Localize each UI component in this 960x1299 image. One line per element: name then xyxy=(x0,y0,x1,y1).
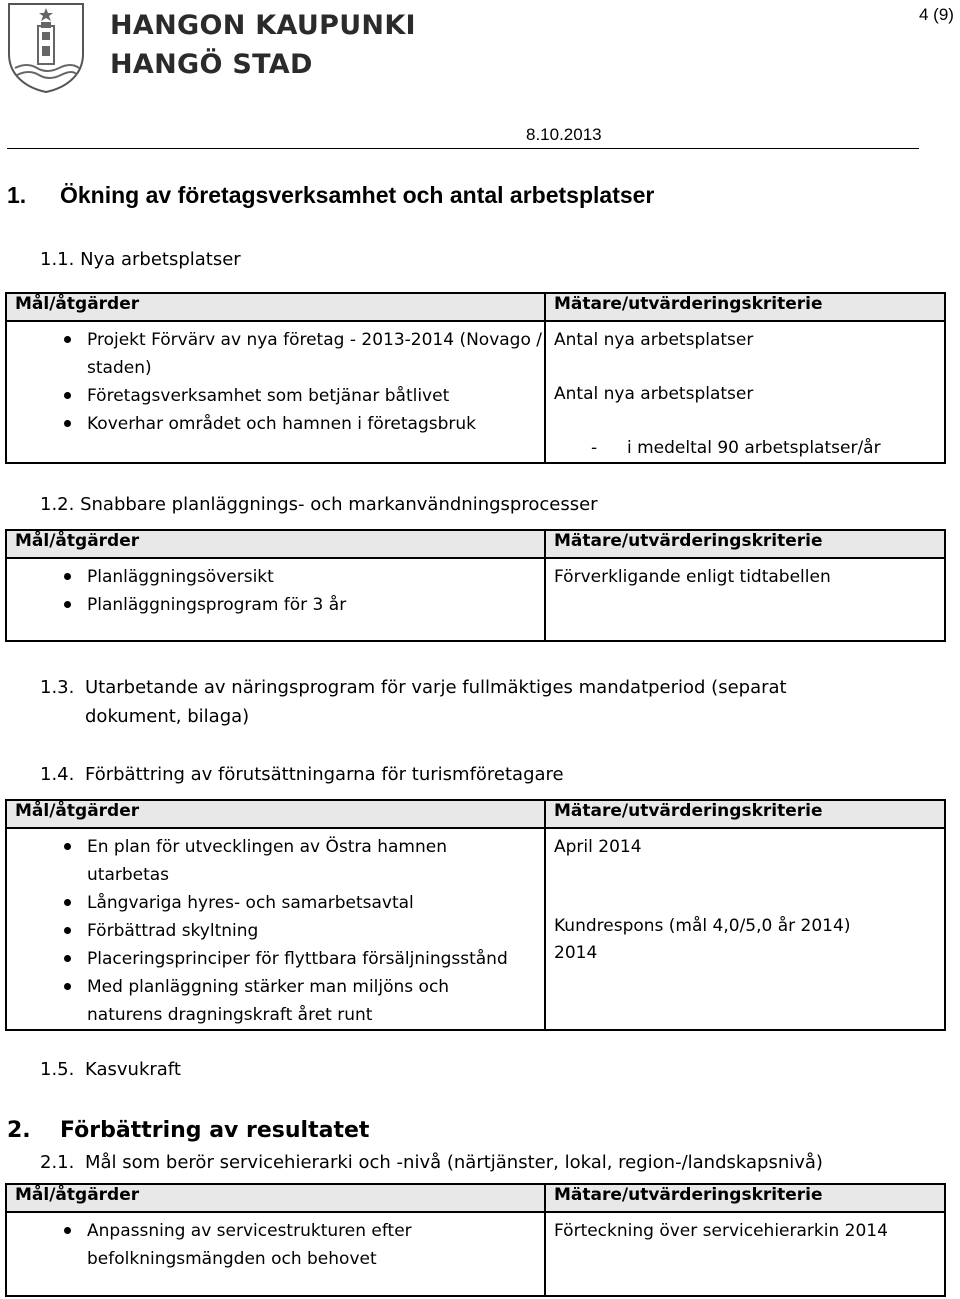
section-heading-1-4 xyxy=(40,764,564,785)
criterion-text: Antal nya arbetsplatser xyxy=(554,330,754,350)
section-heading-1-3 xyxy=(40,673,910,731)
section-number: 1. xyxy=(7,182,27,208)
criterion-text: Förteckning över servicehierarkin 2014 xyxy=(554,1221,888,1241)
criterion-text: Antal nya arbetsplatser xyxy=(554,384,754,404)
list-item: Förbättrad skyltning xyxy=(15,917,544,945)
section-number: 1.4. xyxy=(40,764,75,785)
dash-bullet: - xyxy=(591,438,598,458)
goals-list xyxy=(15,1217,544,1273)
section-title: Nya arbetsplatser xyxy=(80,249,241,270)
section-number: 2. xyxy=(7,1118,31,1143)
section-number: 1.1. xyxy=(40,249,75,270)
goals-list xyxy=(15,563,544,619)
org-name-swedish: HANGÖ STAD xyxy=(110,49,313,80)
hanko-coat-of-arms-logo xyxy=(7,2,85,94)
goals-list xyxy=(15,833,544,1029)
list-item: En plan för utvecklingen av Östra hamnen utarbetas xyxy=(15,833,544,889)
section-title: Förbättring av resultatet xyxy=(60,1118,370,1143)
table-header-criteria: Mätare/utvärderingskriterie xyxy=(545,293,945,321)
section-heading-2 xyxy=(7,1118,369,1143)
section-number: 2.1. xyxy=(40,1152,75,1173)
table-header-goals: Mål/åtgärder xyxy=(6,1184,545,1212)
section-heading-2-1 xyxy=(40,1152,823,1173)
list-item: Med planläggning stärker man miljöns och naturens dragningskraft året runt xyxy=(15,973,544,1029)
goals-list xyxy=(15,326,544,438)
section-title-line-1: Utarbetande av näringsprogram för varje fullmäktiges mandatperiod (separat xyxy=(85,677,787,698)
list-item: Projekt Förvärv av nya företag - 2013-2014 (Novago / staden) xyxy=(15,326,544,382)
list-item: Långvariga hyres- och samarbetsavtal xyxy=(15,889,544,917)
section-title: Mål som berör servicehierarki och -nivå (närtjänster, lokal, region-/landskapsnivå) xyxy=(85,1152,823,1173)
table-header-goals: Mål/åtgärder xyxy=(6,530,545,558)
section-heading-1-1 xyxy=(40,249,241,270)
section-number: 1.3. xyxy=(40,677,75,698)
criterion-text: April 2014 xyxy=(554,837,642,857)
document-date: 8.10.2013 xyxy=(526,125,602,144)
section-heading-1-5 xyxy=(40,1059,181,1080)
section-number: 1.5. xyxy=(40,1059,75,1080)
list-item: Placeringsprinciper för flyttbara försäljningsstånd xyxy=(15,945,544,973)
section-title-line-2: dokument, bilaga) xyxy=(85,706,250,727)
header-divider xyxy=(7,148,919,149)
list-item: Koverhar området och hamnen i företagsbruk xyxy=(15,410,544,438)
section-title: Snabbare planläggnings- och markanvändningsprocesser xyxy=(80,494,598,515)
table-header-goals: Mål/åtgärder xyxy=(6,293,545,321)
criterion-text: Kundrespons (mål 4,0/5,0 år 2014) xyxy=(554,916,851,936)
page-number: 4 (9) xyxy=(919,5,954,24)
goals-table-1-4 xyxy=(5,799,946,1031)
criterion-text: Förverkligande enligt tidtabellen xyxy=(554,567,831,587)
org-name-finnish: HANGON KAUPUNKI xyxy=(110,10,416,41)
section-heading-1 xyxy=(7,182,654,209)
goals-table-1-2 xyxy=(5,529,946,642)
section-title: Ökning av företagsverksamhet och antal arbetsplatser xyxy=(60,182,655,208)
criterion-sub-item xyxy=(554,434,944,462)
criterion-text: 2014 xyxy=(554,943,598,963)
section-title: Kasvukraft xyxy=(85,1059,181,1080)
section-number: 1.2. xyxy=(40,494,75,515)
table-header-criteria: Mätare/utvärderingskriterie xyxy=(545,1184,945,1212)
table-header-criteria: Mätare/utvärderingskriterie xyxy=(545,800,945,828)
criterion-sub-text: i medeltal 90 arbetsplatser/år xyxy=(627,438,881,458)
goals-table-2-1 xyxy=(5,1183,946,1297)
list-item: Planläggningsöversikt xyxy=(15,563,544,591)
goals-table-1-1 xyxy=(5,292,946,464)
section-heading-1-2 xyxy=(40,494,598,515)
list-item: Planläggningsprogram för 3 år xyxy=(15,591,544,619)
section-title: Förbättring av förutsättningarna för turismföretagare xyxy=(85,764,564,785)
table-header-criteria: Mätare/utvärderingskriterie xyxy=(545,530,945,558)
list-item: Företagsverksamhet som betjänar båtlivet xyxy=(15,382,544,410)
list-item: Anpassning av servicestrukturen efter befolkningsmängden och behovet xyxy=(15,1217,544,1273)
table-header-goals: Mål/åtgärder xyxy=(6,800,545,828)
